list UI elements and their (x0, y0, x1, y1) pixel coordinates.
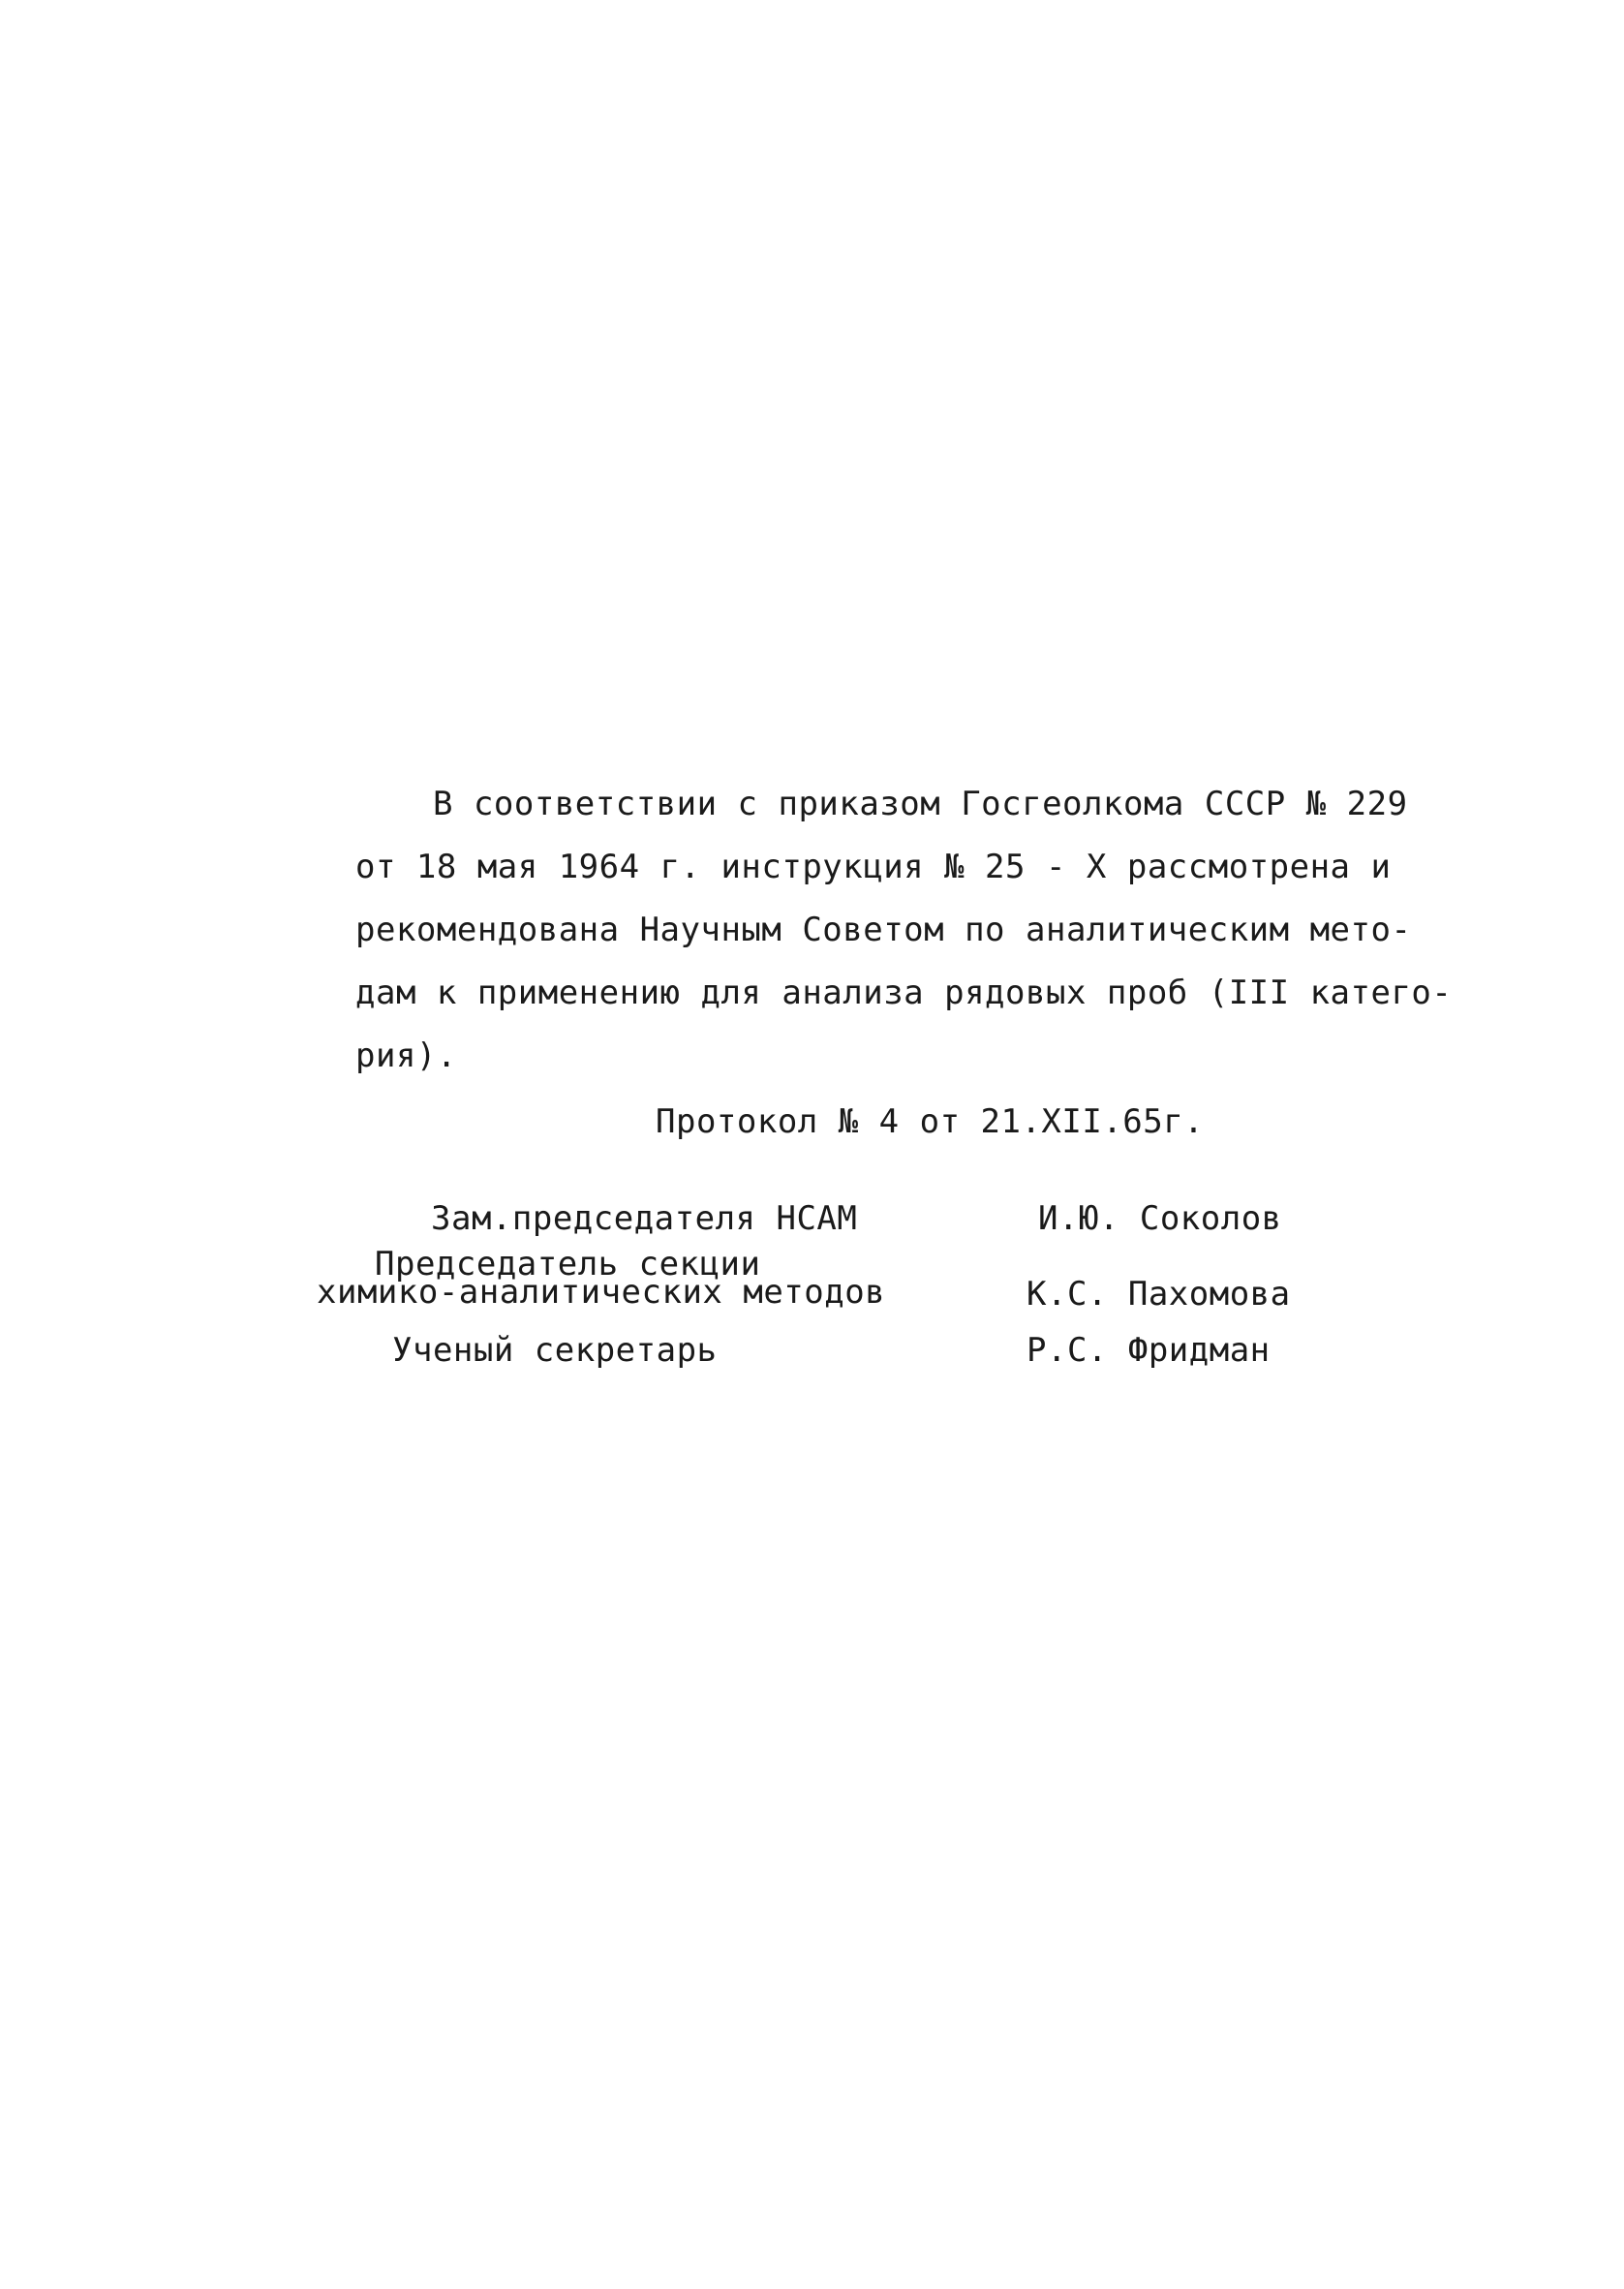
protocol-line: Протокол № 4 от 21.XII.65г. (656, 1102, 1205, 1141)
signature-name-pakhomova: К.С. Пахомова (1026, 1275, 1291, 1314)
signature-title-section-chairman-line-2: химико-аналитических методов (317, 1273, 886, 1312)
paragraph-line-1: В соответствии с приказом Госгеолкома СССР № 229 (433, 785, 1408, 823)
signature-title-section-chairman-line-1: Председатель секции (375, 1245, 761, 1284)
signature-title-deputy-chairman: Зам.председателя НСАМ (431, 1199, 858, 1238)
signature-title-scientific-secretary: Ученый секретарь (392, 1331, 718, 1370)
paragraph-line-2: от 18 мая 1964 г. инструкция № 25 - X рассмотрена и (355, 848, 1392, 886)
paragraph-line-3: рекомендована Научным Советом по аналитическим мето- (355, 911, 1412, 949)
paragraph-line-5: рия). (355, 1036, 457, 1075)
signature-name-fridman: Р.С. Фридман (1026, 1331, 1271, 1370)
paragraph-line-4: дам к применению для анализа рядовых проб (III катего- (355, 974, 1453, 1012)
signature-name-sokolov: И.Ю. Соколов (1038, 1199, 1282, 1238)
